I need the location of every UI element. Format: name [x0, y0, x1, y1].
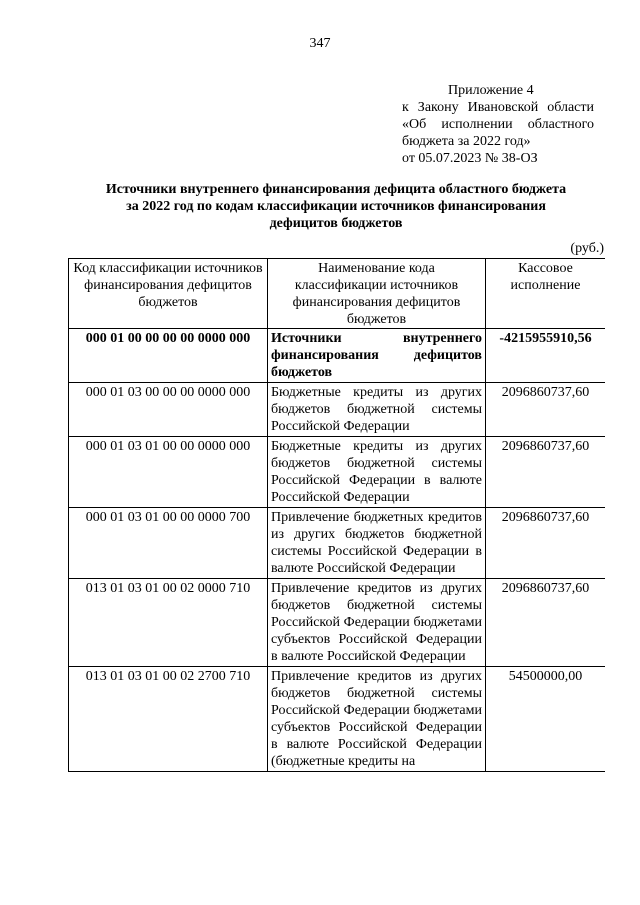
table-header-row	[69, 259, 606, 329]
title-line: Источники внутреннего финансирования дефицита областного бюджета	[105, 182, 567, 197]
currency-note: (руб.)	[570, 241, 604, 256]
row-amount: 54500000,00	[486, 667, 606, 772]
header-amount: Кассовое исполнение	[486, 259, 606, 329]
row-code: 000 01 03 00 00 00 0000 000	[69, 383, 268, 437]
row-code: 013 01 03 01 00 02 2700 710	[69, 667, 268, 772]
row-amount: 2096860737,60	[486, 437, 606, 508]
header-code: Код классификации источников финансирования дефицитов бюджетов	[69, 259, 268, 329]
row-name: Источники внутреннего финансирования дефицитов бюджетов	[268, 329, 486, 383]
appendix-line: «Об исполнении областного	[402, 117, 594, 132]
row-amount: 2096860737,60	[486, 508, 606, 579]
table-row	[69, 383, 606, 437]
document-title	[68, 181, 604, 232]
row-name: Привлечение кредитов из других бюджетов бюджетной системы Российской Федерации бюджетами субъектов Российской Федерации в валюте Российской Федерации (бюджетные кредиты на	[268, 667, 486, 772]
row-code: 013 01 03 01 00 02 0000 710	[69, 579, 268, 667]
page-number: 347	[309, 36, 331, 51]
row-name: Привлечение бюджетных кредитов из других бюджетов бюджетной системы Российской Федерации в валюте Российской Федерации	[268, 508, 486, 579]
table-row	[69, 508, 606, 579]
title-line: за 2022 год по кодам классификации источников финансирования	[126, 199, 546, 214]
header-name: Наименование кода классификации источников финансирования дефицитов бюджетов	[268, 259, 486, 329]
table-row	[69, 667, 606, 772]
appendix-line: Приложение 4	[448, 83, 534, 98]
table-row	[69, 437, 606, 508]
appendix-line: к Закону Ивановской области	[402, 100, 594, 115]
table-row	[69, 329, 606, 383]
row-name: Бюджетные кредиты из других бюджетов бюджетной системы Российской Федерации	[268, 383, 486, 437]
row-name: Привлечение кредитов из других бюджетов бюджетной системы Российской Федерации бюджетами субъектов Российской Федерации в валюте Российской Федерации	[268, 579, 486, 667]
row-code: 000 01 03 01 00 00 0000 700	[69, 508, 268, 579]
row-amount: 2096860737,60	[486, 579, 606, 667]
row-code: 000 01 00 00 00 00 0000 000	[69, 329, 268, 383]
row-amount: 2096860737,60	[486, 383, 606, 437]
title-line: дефицитов бюджетов	[269, 216, 403, 231]
table-container	[68, 258, 605, 838]
table-row	[69, 579, 606, 667]
row-name: Бюджетные кредиты из других бюджетов бюджетной системы Российской Федерации в валюте Российской Федерации	[268, 437, 486, 508]
appendix-block	[402, 82, 594, 167]
row-code: 000 01 03 01 00 00 0000 000	[69, 437, 268, 508]
financing-sources-table	[68, 258, 605, 772]
appendix-line: бюджета за 2022 год»	[402, 134, 531, 149]
row-amount: -4215955910,56	[486, 329, 606, 383]
appendix-line: от 05.07.2023 № 38-ОЗ	[402, 151, 538, 166]
